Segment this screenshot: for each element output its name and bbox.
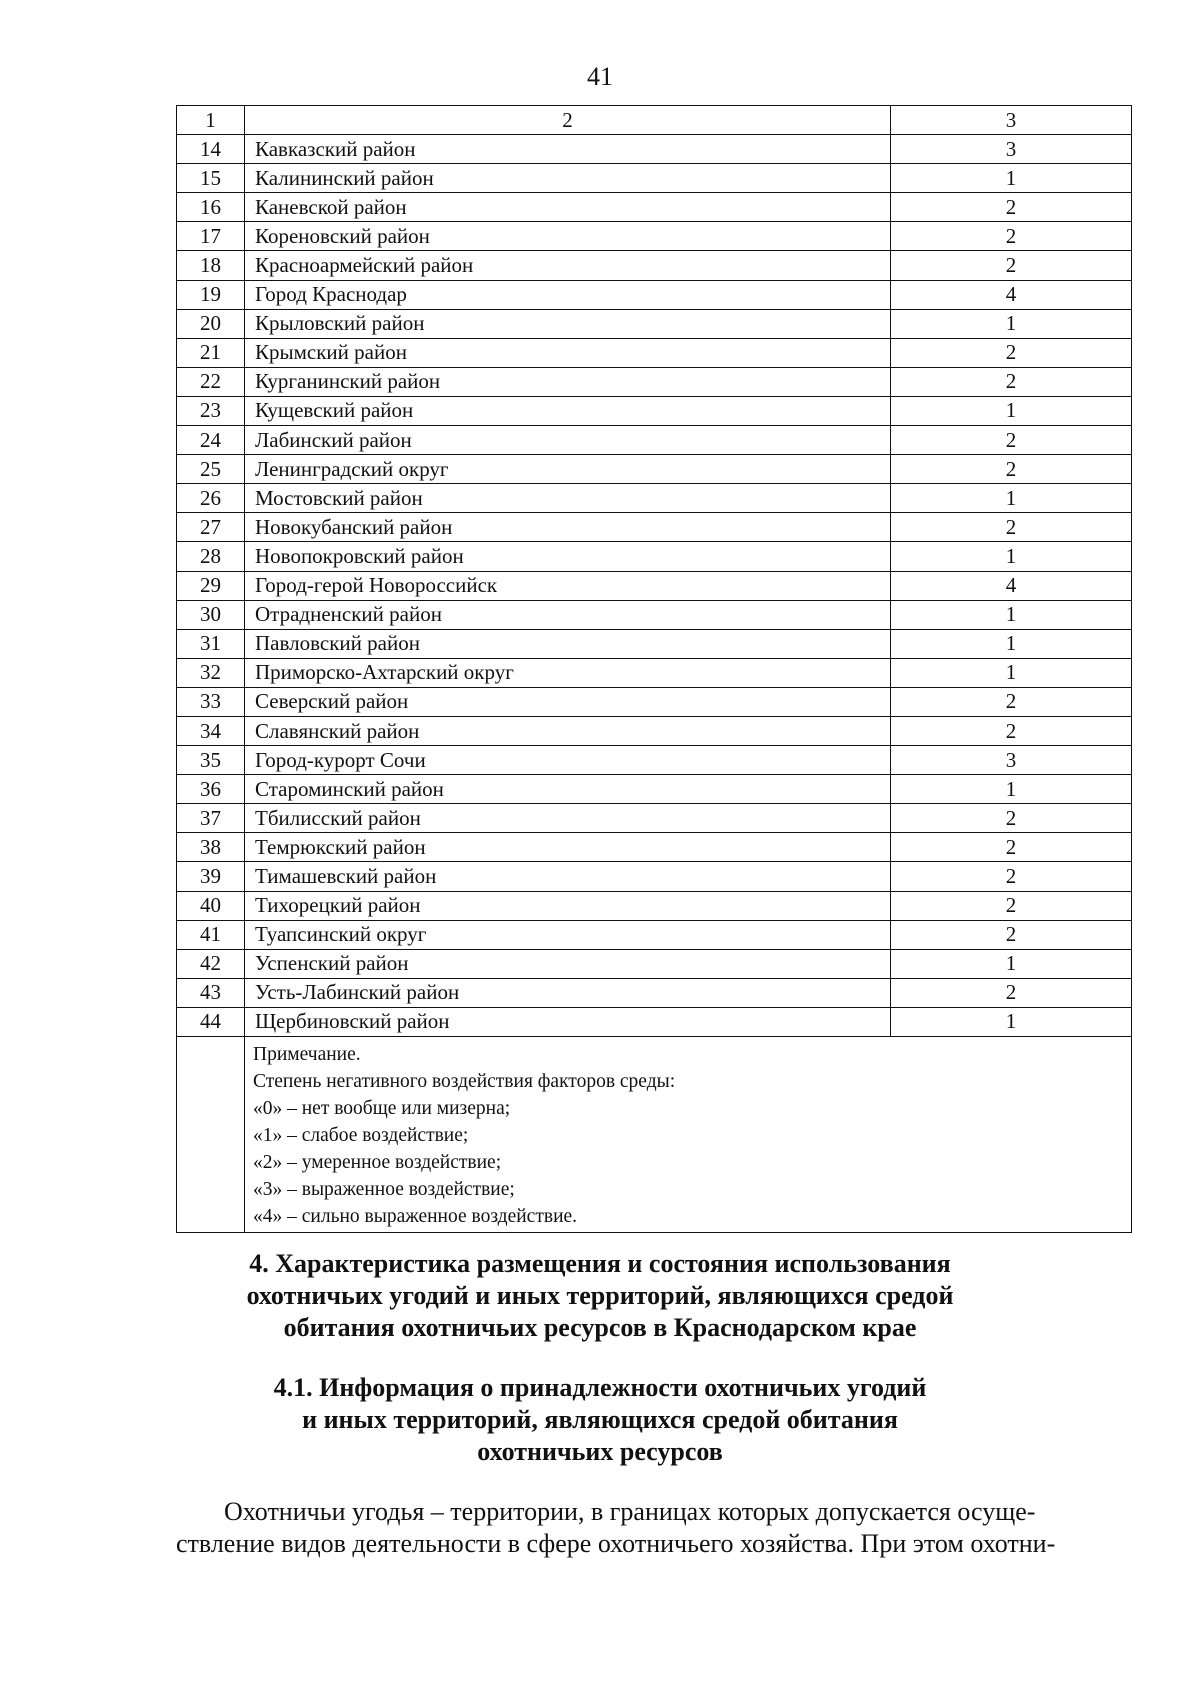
note-line: Степень негативного воздействия факторов среды: <box>253 1071 676 1092</box>
impact-value-cell: 2 <box>891 193 1132 222</box>
heading-line: охотничьих ресурсов <box>477 1437 723 1466</box>
impact-value-cell: 1 <box>891 775 1132 804</box>
row-number-cell: 24 <box>177 426 245 455</box>
heading-line: обитания охотничьих ресурсов в Краснодарском крае <box>283 1313 917 1342</box>
row-number-cell: 39 <box>177 862 245 891</box>
impact-value-cell: 2 <box>891 716 1132 745</box>
impact-value-cell: 3 <box>891 135 1132 164</box>
district-name-cell: Темрюкский район <box>245 833 891 862</box>
row-number-cell: 29 <box>177 571 245 600</box>
district-name-cell: Кореновский район <box>245 222 891 251</box>
impact-value-cell: 2 <box>891 920 1132 949</box>
impact-value-cell: 2 <box>891 891 1132 920</box>
table-row <box>177 920 1132 949</box>
impact-value-cell: 2 <box>891 222 1132 251</box>
row-number-cell: 20 <box>177 309 245 338</box>
heading-line: 4. Характеристика размещения и состояния использования <box>249 1249 951 1278</box>
table-row <box>177 658 1132 687</box>
row-number-cell: 40 <box>177 891 245 920</box>
district-name-cell: Каневской район <box>245 193 891 222</box>
district-name-cell: Успенский район <box>245 949 891 978</box>
row-number-cell: 22 <box>177 367 245 396</box>
table-row <box>177 164 1132 193</box>
row-number-cell: 17 <box>177 222 245 251</box>
row-number-cell: 44 <box>177 1007 245 1036</box>
table-row <box>177 455 1132 484</box>
note-cell <box>245 1037 1132 1233</box>
row-number-cell: 37 <box>177 804 245 833</box>
district-name-cell: Ленинградский округ <box>245 455 891 484</box>
district-name-cell: Город-герой Новороссийск <box>245 571 891 600</box>
impact-value-cell: 1 <box>891 309 1132 338</box>
table-row <box>177 367 1132 396</box>
impact-value-cell: 1 <box>891 484 1132 513</box>
table-row <box>177 949 1132 978</box>
impact-value-cell: 2 <box>891 513 1132 542</box>
row-number-cell: 36 <box>177 775 245 804</box>
note-line: «3» – выраженное воздействие; <box>253 1179 515 1200</box>
row-number-cell: 42 <box>177 949 245 978</box>
impact-value-cell: 1 <box>891 629 1132 658</box>
district-name-cell: Курганинский район <box>245 367 891 396</box>
row-number-cell: 31 <box>177 629 245 658</box>
heading-line: и иных территорий, являющихся средой обитания <box>302 1405 898 1434</box>
impact-value-cell: 2 <box>891 862 1132 891</box>
row-number-cell: 43 <box>177 978 245 1007</box>
impact-value-cell: 2 <box>891 251 1132 280</box>
table-row <box>177 193 1132 222</box>
district-name-cell: Мостовский район <box>245 484 891 513</box>
district-name-cell: Калининский район <box>245 164 891 193</box>
table-row <box>177 222 1132 251</box>
table-row <box>177 833 1132 862</box>
impact-value-cell: 1 <box>891 949 1132 978</box>
impact-value-cell: 1 <box>891 164 1132 193</box>
district-name-cell: Тимашевский район <box>245 862 891 891</box>
impact-value-cell: 2 <box>891 367 1132 396</box>
note-title: Примечание. <box>253 1044 361 1065</box>
row-number-cell: 15 <box>177 164 245 193</box>
table-row <box>177 600 1132 629</box>
impact-value-cell: 3 <box>891 746 1132 775</box>
district-name-cell: Лабинский район <box>245 426 891 455</box>
district-name-cell: Крыловский район <box>245 309 891 338</box>
row-number-cell: 38 <box>177 833 245 862</box>
table-row <box>177 629 1132 658</box>
row-number-cell: 34 <box>177 716 245 745</box>
district-name-cell: Щербиновский район <box>245 1007 891 1036</box>
table-row <box>177 513 1132 542</box>
paragraph-line: ствление видов деятельности в сфере охотничьего хозяйства. При этом охотни- <box>176 1529 1056 1558</box>
row-number-cell: 23 <box>177 396 245 425</box>
note-line: «1» – слабое воздействие; <box>253 1125 469 1146</box>
district-name-cell: Староминский район <box>245 775 891 804</box>
heading-line: охотничьих угодий и иных территорий, являющихся средой <box>246 1281 954 1310</box>
table-row <box>177 426 1132 455</box>
district-name-cell: Кущевский район <box>245 396 891 425</box>
note-line: «0» – нет вообще или мизерна; <box>253 1098 511 1119</box>
district-name-cell: Город Краснодар <box>245 280 891 309</box>
impact-value-cell: 4 <box>891 280 1132 309</box>
row-number-cell: 25 <box>177 455 245 484</box>
impact-value-cell: 1 <box>891 1007 1132 1036</box>
row-number-cell: 35 <box>177 746 245 775</box>
paragraph-line: Охотничьи угодья – территории, в границах которых допускается осуще- <box>224 1497 1036 1526</box>
impact-value-cell: 1 <box>891 396 1132 425</box>
impact-value-cell: 1 <box>891 658 1132 687</box>
table-row <box>177 135 1132 164</box>
heading-line: 4.1. Информация о принадлежности охотничьих угодий <box>273 1373 927 1402</box>
impact-value-cell: 2 <box>891 804 1132 833</box>
note-line: «4» – сильно выраженное воздействие. <box>253 1206 578 1227</box>
districts-table <box>176 105 1132 1233</box>
district-name-cell: Отрадненский район <box>245 600 891 629</box>
impact-value-cell: 2 <box>891 426 1132 455</box>
district-name-cell: Тихорецкий район <box>245 891 891 920</box>
table-row <box>177 396 1132 425</box>
row-number-cell: 27 <box>177 513 245 542</box>
district-name-cell: Северский район <box>245 687 891 716</box>
table-row <box>177 309 1132 338</box>
row-number-cell: 26 <box>177 484 245 513</box>
table-body <box>177 135 1132 1037</box>
table-row <box>177 338 1132 367</box>
table-row <box>177 804 1132 833</box>
district-name-cell: Красноармейский район <box>245 251 891 280</box>
row-number-cell: 21 <box>177 338 245 367</box>
header-col-2: 2 <box>245 106 891 135</box>
district-name-cell: Усть-Лабинский район <box>245 978 891 1007</box>
page-number: 41 <box>587 62 613 91</box>
row-number-cell: 28 <box>177 542 245 571</box>
district-name-cell: Славянский район <box>245 716 891 745</box>
table-row <box>177 1007 1132 1036</box>
district-name-cell: Новокубанский район <box>245 513 891 542</box>
row-number-cell: 32 <box>177 658 245 687</box>
row-number-cell: 14 <box>177 135 245 164</box>
table-row <box>177 571 1132 600</box>
impact-value-cell: 2 <box>891 833 1132 862</box>
note-line: «2» – умеренное воздействие; <box>253 1152 502 1173</box>
impact-value-cell: 2 <box>891 455 1132 484</box>
table-row <box>177 484 1132 513</box>
district-name-cell: Павловский район <box>245 629 891 658</box>
table-header <box>177 106 1132 135</box>
district-name-cell: Кавказский район <box>245 135 891 164</box>
impact-value-cell: 2 <box>891 687 1132 716</box>
impact-value-cell: 1 <box>891 542 1132 571</box>
district-name-cell: Город-курорт Сочи <box>245 746 891 775</box>
table-row <box>177 280 1132 309</box>
table-row <box>177 687 1132 716</box>
impact-value-cell: 1 <box>891 600 1132 629</box>
district-name-cell: Приморско-Ахтарский округ <box>245 658 891 687</box>
section-4-1-heading <box>0 1372 1200 1468</box>
table-row <box>177 542 1132 571</box>
row-number-cell: 19 <box>177 280 245 309</box>
header-col-1: 1 <box>177 106 245 135</box>
table-row <box>177 978 1132 1007</box>
body-paragraph <box>176 1496 1131 1560</box>
district-name-cell: Новопокровский район <box>245 542 891 571</box>
impact-value-cell: 2 <box>891 978 1132 1007</box>
district-name-cell: Тбилисский район <box>245 804 891 833</box>
section-4-heading <box>0 1248 1200 1344</box>
header-col-3: 3 <box>891 106 1132 135</box>
district-name-cell: Туапсинский округ <box>245 920 891 949</box>
table-header-row <box>177 106 1132 135</box>
table-row <box>177 251 1132 280</box>
impact-value-cell: 2 <box>891 338 1132 367</box>
table-row <box>177 746 1132 775</box>
table-row <box>177 862 1132 891</box>
row-number-cell: 41 <box>177 920 245 949</box>
note-spacer <box>177 1037 245 1233</box>
row-number-cell: 16 <box>177 193 245 222</box>
table-footer <box>177 1037 1132 1233</box>
impact-value-cell: 4 <box>891 571 1132 600</box>
row-number-cell: 30 <box>177 600 245 629</box>
table-row <box>177 775 1132 804</box>
table-row <box>177 716 1132 745</box>
row-number-cell: 33 <box>177 687 245 716</box>
district-name-cell: Крымский район <box>245 338 891 367</box>
note-row <box>177 1037 1132 1233</box>
row-number-cell: 18 <box>177 251 245 280</box>
table-row <box>177 891 1132 920</box>
